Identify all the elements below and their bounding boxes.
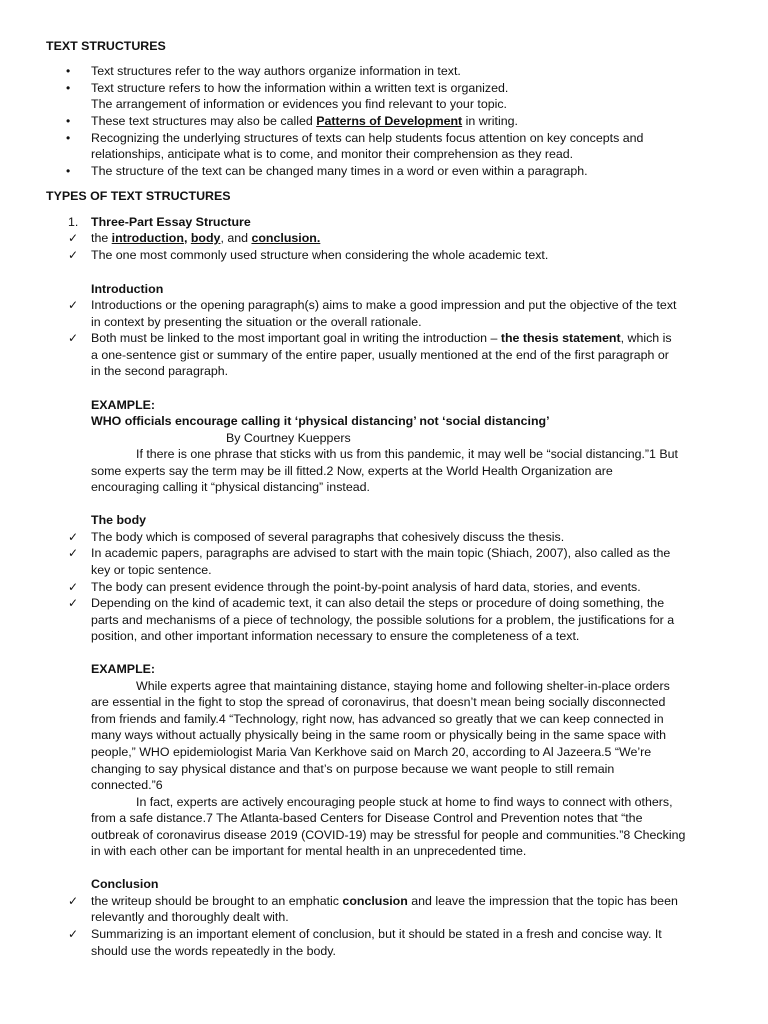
example-text: are essential in the fight to stop the spread of coronavirus, that doesn’t mean being socially disconnected (91, 695, 666, 709)
example-text: outbreak of coronavirus disease 2019 (COVID-19) may be stressful for people and communities.”8 Checking (91, 828, 686, 842)
bullet-text: The arrangement of information or evidences you find relevant to your topic. (91, 97, 507, 111)
example-text: from a safe distance.7 The Atlanta-based Centers for Disease Control and Prevention notes that “the (91, 811, 643, 825)
check-text: The one most commonly used structure when considering the whole academic text. (91, 248, 549, 262)
bullet-icon: • (66, 81, 71, 95)
bullet-text: relationships, anticipate what is to come, and monitor their comprehension as they read. (91, 147, 574, 161)
example-title: WHO officials encourage calling it ‘physical distancing’ not ‘social distancing’ (91, 414, 550, 428)
check-text: key or topic sentence. (91, 563, 212, 577)
section-heading: Introduction (91, 282, 164, 296)
check-icon: ✓ (68, 530, 79, 544)
bullet-icon: • (66, 114, 71, 128)
check-icon: ✓ (68, 331, 79, 345)
check-text: in context by presenting the situation or the overall rationale. (91, 315, 422, 329)
example-text: from friends and family.4 “Technology, right now, has advanced so greatly that we can keep connected in (91, 712, 664, 726)
check-text: Summarizing is an important element of conclusion, but it should be stated in a fresh and concise way. It (91, 927, 662, 941)
check-text: the introduction, body, and conclusion. (91, 231, 321, 245)
heading-types: TYPES OF TEXT STRUCTURES (46, 189, 231, 203)
check-text: the writeup should be brought to an emphatic conclusion and leave the impression that the topic has been (91, 894, 678, 908)
example-text: people,” WHO epidemiologist Maria Van Kerkhove said on March 20, according to Al Jazeera.5 “We’re (91, 745, 652, 759)
check-icon: ✓ (68, 231, 79, 245)
check-text: in the second paragraph. (91, 364, 229, 378)
check-icon: ✓ (68, 298, 79, 312)
check-text: should use the words repeatedly in the body. (91, 944, 336, 958)
check-icon: ✓ (68, 580, 79, 594)
example-text: While experts agree that maintaining distance, staying home and following shelter-in-place orders (136, 679, 670, 693)
check-text: Both must be linked to the most important goal in writing the introduction – the thesis statement, which is (91, 331, 672, 345)
example-text: If there is one phrase that sticks with us from this pandemic, it may well be “social distancing.”1 But (136, 447, 678, 461)
bullet-text: Recognizing the underlying structures of texts can help students focus attention on key concepts and (91, 131, 644, 145)
heading-text-structures: TEXT STRUCTURES (46, 39, 166, 53)
check-text: parts and mechanisms of a piece of technology, the possible solutions for a problem, the justifications for a (91, 613, 675, 627)
bullet-text: The structure of the text can be changed many times in a word or even within a paragraph. (91, 164, 588, 178)
bullet-icon: • (66, 164, 71, 178)
check-text: The body can present evidence through the point-by-point analysis of hard data, stories, and events. (91, 580, 641, 594)
list-number: 1. (68, 215, 79, 229)
check-icon: ✓ (68, 894, 79, 908)
bullet-icon: • (66, 131, 71, 145)
check-icon: ✓ (68, 546, 79, 560)
example-text: in with each other can be important for mental health in an unprecedented time. (91, 844, 527, 858)
check-icon: ✓ (68, 248, 79, 262)
example-label: EXAMPLE: (91, 662, 156, 676)
check-text: The body which is composed of several paragraphs that cohesively discuss the thesis. (91, 530, 565, 544)
example-label: EXAMPLE: (91, 398, 156, 412)
section-heading: Conclusion (91, 877, 159, 891)
example-text: connected.”6 (91, 778, 163, 792)
section-heading: The body (91, 513, 147, 527)
example-text: In fact, experts are actively encouraging people stuck at home to find ways to connect with others, (136, 795, 673, 809)
bullet-text: Text structure refers to how the information within a written text is organized. (91, 81, 509, 95)
bullet-icon: • (66, 64, 71, 78)
check-text: Depending on the kind of academic text, it can also detail the steps or procedure of doing something, the (91, 596, 665, 610)
example-text: encouraging calling it “physical distancing” instead. (91, 480, 370, 494)
example-text: many ways without actually physically being in the same room or physically being in the same space with (91, 728, 667, 742)
example-byline: By Courtney Kueppers (226, 431, 351, 445)
check-text: relevantly and thoroughly dealt with. (91, 910, 289, 924)
check-icon: ✓ (68, 927, 79, 941)
check-text: Introductions or the opening paragraph(s) aims to make a good impression and put the objective of the text (91, 298, 677, 312)
check-text: position, and other important information necessary to ensure the completeness of a text. (91, 629, 580, 643)
bullet-text: These text structures may also be called Patterns of Development in writing. (91, 114, 518, 128)
example-text: some experts say the term may be ill fitted.2 Now, experts at the World Health Organization are (91, 464, 613, 478)
check-text: a one-sentence gist or summary of the entire paper, usually mentioned at the end of the first paragraph or (91, 348, 669, 362)
check-text: In academic papers, paragraphs are advised to start with the main topic (Shiach, 2007), also called as the (91, 546, 671, 560)
example-text: changing to say physical distance and that’s on purpose because we want people to still remain (91, 762, 615, 776)
check-icon: ✓ (68, 596, 79, 610)
item-title: Three-Part Essay Structure (91, 215, 251, 229)
bullet-text: Text structures refer to the way authors organize information in text. (91, 64, 461, 78)
patterns-of-development-link-text: Patterns of Development (316, 114, 463, 128)
